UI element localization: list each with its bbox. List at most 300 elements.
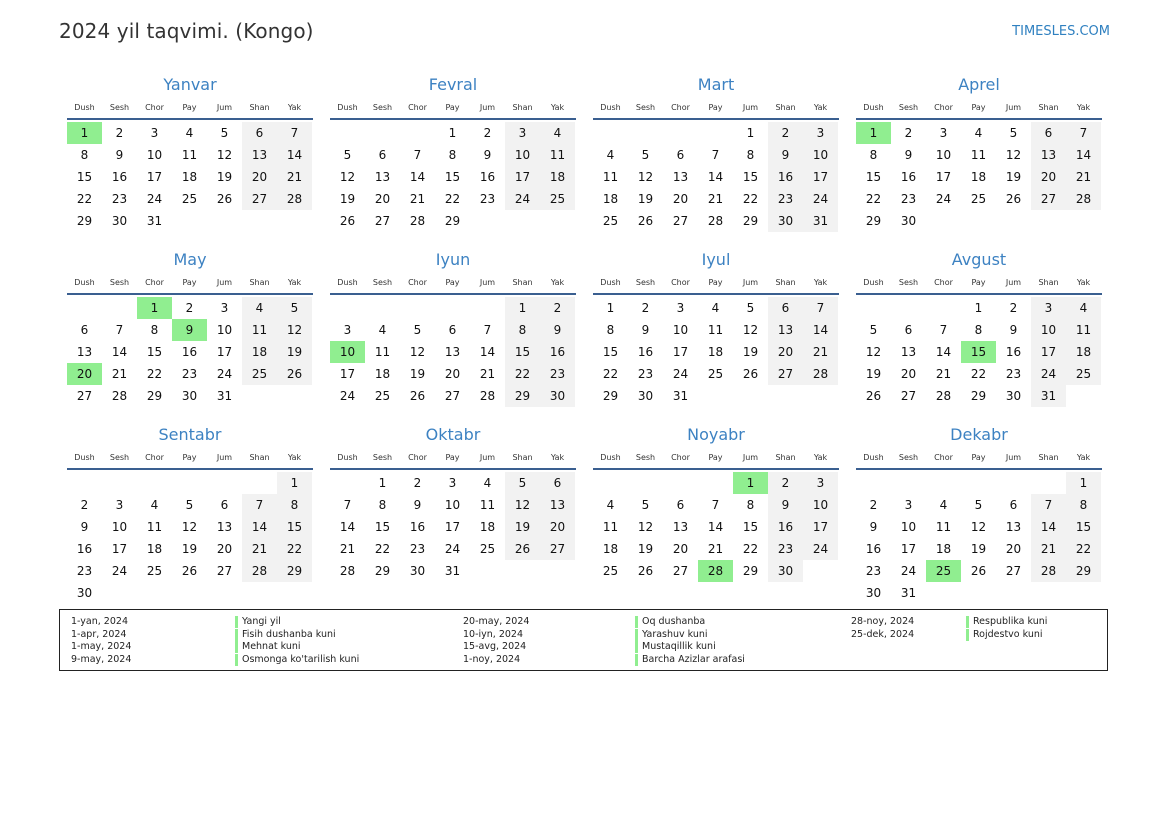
day-cell[interactable]: 7 — [413, 148, 422, 162]
day-cell[interactable]: 11 — [1066, 319, 1101, 341]
day-cell[interactable]: 22 — [742, 192, 759, 206]
day-cell[interactable]: 18 — [1066, 341, 1101, 363]
day-cell[interactable]: 13 — [540, 494, 575, 516]
day-cell[interactable]: 23 — [76, 564, 93, 578]
day-cell[interactable]: 6 — [1031, 122, 1066, 144]
day-cell[interactable]: 2 — [540, 297, 575, 319]
day-cell[interactable]: 10 — [1031, 319, 1066, 341]
day-cell[interactable]: 13 — [672, 520, 689, 534]
day-cell[interactable]: 14 — [1066, 144, 1101, 166]
holiday-day-cell[interactable]: 15 — [961, 341, 996, 363]
day-cell[interactable]: 13 — [1005, 520, 1022, 534]
day-cell[interactable]: 22 — [374, 542, 391, 556]
day-cell[interactable]: 23 — [540, 363, 575, 385]
day-cell[interactable]: 7 — [483, 323, 492, 337]
day-cell[interactable]: 21 — [409, 192, 426, 206]
day-cell[interactable]: 15 — [602, 345, 619, 359]
day-cell[interactable]: 2 — [904, 126, 913, 140]
day-cell[interactable]: 27 — [1031, 188, 1066, 210]
day-cell[interactable]: 20 — [540, 516, 575, 538]
day-cell[interactable]: 10 — [505, 144, 540, 166]
day-cell[interactable]: 25 — [242, 363, 277, 385]
day-cell[interactable]: 24 — [339, 389, 356, 403]
day-cell[interactable]: 14 — [111, 345, 128, 359]
day-cell[interactable]: 12 — [277, 319, 312, 341]
day-cell[interactable]: 6 — [676, 148, 685, 162]
day-cell[interactable]: 7 — [711, 148, 720, 162]
day-cell[interactable]: 5 — [869, 323, 878, 337]
day-cell[interactable]: 23 — [900, 192, 917, 206]
day-cell[interactable]: 22 — [277, 538, 312, 560]
day-cell[interactable]: 13 — [76, 345, 93, 359]
day-cell[interactable]: 28 — [242, 560, 277, 582]
day-cell[interactable]: 30 — [768, 560, 803, 582]
day-cell[interactable]: 27 — [540, 538, 575, 560]
day-cell[interactable]: 4 — [606, 148, 615, 162]
day-cell[interactable]: 7 — [939, 323, 948, 337]
day-cell[interactable]: 9 — [540, 319, 575, 341]
day-cell[interactable]: 20 — [216, 542, 233, 556]
day-cell[interactable]: 27 — [1005, 564, 1022, 578]
day-cell[interactable]: 26 — [742, 367, 759, 381]
day-cell[interactable]: 26 — [277, 363, 312, 385]
day-cell[interactable]: 19 — [1005, 170, 1022, 184]
day-cell[interactable]: 3 — [904, 498, 913, 512]
day-cell[interactable]: 20 — [242, 166, 277, 188]
day-cell[interactable]: 27 — [374, 214, 391, 228]
day-cell[interactable]: 4 — [483, 476, 492, 490]
day-cell[interactable]: 14 — [277, 144, 312, 166]
day-cell[interactable]: 17 — [803, 166, 838, 188]
day-cell[interactable]: 25 — [540, 188, 575, 210]
day-cell[interactable]: 18 — [540, 166, 575, 188]
day-cell[interactable]: 17 — [935, 170, 952, 184]
day-cell[interactable]: 6 — [448, 323, 457, 337]
day-cell[interactable]: 28 — [277, 188, 312, 210]
day-cell[interactable]: 2 — [483, 126, 492, 140]
day-cell[interactable]: 4 — [606, 498, 615, 512]
day-cell[interactable]: 16 — [637, 345, 654, 359]
day-cell[interactable]: 17 — [803, 516, 838, 538]
day-cell[interactable]: 25 — [602, 564, 619, 578]
day-cell[interactable]: 16 — [865, 542, 882, 556]
day-cell[interactable]: 30 — [768, 210, 803, 232]
day-cell[interactable]: 21 — [803, 341, 838, 363]
day-cell[interactable]: 30 — [540, 385, 575, 407]
day-cell[interactable]: 27 — [768, 363, 803, 385]
holiday-day-cell[interactable]: 1 — [137, 297, 172, 319]
day-cell[interactable]: 12 — [637, 170, 654, 184]
day-cell[interactable]: 18 — [242, 341, 277, 363]
day-cell[interactable]: 20 — [900, 367, 917, 381]
day-cell[interactable]: 5 — [641, 148, 650, 162]
day-cell[interactable]: 31 — [900, 586, 917, 600]
day-cell[interactable]: 1 — [378, 476, 387, 490]
day-cell[interactable]: 21 — [707, 542, 724, 556]
day-cell[interactable]: 15 — [742, 520, 759, 534]
day-cell[interactable]: 1 — [277, 472, 312, 494]
day-cell[interactable]: 3 — [803, 122, 838, 144]
day-cell[interactable]: 29 — [505, 385, 540, 407]
day-cell[interactable]: 3 — [676, 301, 685, 315]
day-cell[interactable]: 14 — [803, 319, 838, 341]
day-cell[interactable]: 4 — [1066, 297, 1101, 319]
day-cell[interactable]: 20 — [768, 341, 803, 363]
day-cell[interactable]: 7 — [711, 498, 720, 512]
day-cell[interactable]: 15 — [146, 345, 163, 359]
day-cell[interactable]: 30 — [409, 564, 426, 578]
day-cell[interactable]: 3 — [803, 472, 838, 494]
day-cell[interactable]: 1 — [448, 126, 457, 140]
day-cell[interactable]: 1 — [1066, 472, 1101, 494]
day-cell[interactable]: 12 — [970, 520, 987, 534]
day-cell[interactable]: 25 — [970, 192, 987, 206]
day-cell[interactable]: 11 — [374, 345, 391, 359]
day-cell[interactable]: 29 — [602, 389, 619, 403]
day-cell[interactable]: 29 — [865, 214, 882, 228]
day-cell[interactable]: 17 — [672, 345, 689, 359]
day-cell[interactable]: 11 — [935, 520, 952, 534]
day-cell[interactable]: 10 — [935, 148, 952, 162]
day-cell[interactable]: 3 — [448, 476, 457, 490]
day-cell[interactable]: 27 — [242, 188, 277, 210]
day-cell[interactable]: 4 — [378, 323, 387, 337]
day-cell[interactable]: 15 — [865, 170, 882, 184]
day-cell[interactable]: 20 — [672, 192, 689, 206]
day-cell[interactable]: 9 — [1009, 323, 1018, 337]
day-cell[interactable]: 5 — [413, 323, 422, 337]
day-cell[interactable]: 4 — [185, 126, 194, 140]
day-cell[interactable]: 24 — [444, 542, 461, 556]
day-cell[interactable]: 8 — [80, 148, 89, 162]
day-cell[interactable]: 8 — [448, 148, 457, 162]
day-cell[interactable]: 17 — [505, 166, 540, 188]
day-cell[interactable]: 9 — [768, 144, 803, 166]
day-cell[interactable]: 11 — [707, 323, 724, 337]
day-cell[interactable]: 4 — [150, 498, 159, 512]
day-cell[interactable]: 11 — [602, 520, 619, 534]
day-cell[interactable]: 10 — [216, 323, 233, 337]
day-cell[interactable]: 7 — [1031, 494, 1066, 516]
day-cell[interactable]: 2 — [1009, 301, 1018, 315]
day-cell[interactable]: 15 — [1066, 516, 1101, 538]
day-cell[interactable]: 14 — [707, 520, 724, 534]
day-cell[interactable]: 16 — [768, 166, 803, 188]
day-cell[interactable]: 13 — [374, 170, 391, 184]
day-cell[interactable]: 30 — [1005, 389, 1022, 403]
holiday-day-cell[interactable]: 10 — [330, 341, 365, 363]
day-cell[interactable]: 31 — [146, 214, 163, 228]
day-cell[interactable]: 28 — [479, 389, 496, 403]
day-cell[interactable]: 10 — [803, 494, 838, 516]
day-cell[interactable]: 5 — [641, 498, 650, 512]
day-cell[interactable]: 19 — [277, 341, 312, 363]
day-cell[interactable]: 7 — [242, 494, 277, 516]
day-cell[interactable]: 4 — [242, 297, 277, 319]
day-cell[interactable]: 29 — [444, 214, 461, 228]
day-cell[interactable]: 3 — [220, 301, 229, 315]
day-cell[interactable]: 8 — [505, 319, 540, 341]
day-cell[interactable]: 14 — [707, 170, 724, 184]
day-cell[interactable]: 24 — [803, 538, 838, 560]
day-cell[interactable]: 24 — [900, 564, 917, 578]
day-cell[interactable]: 28 — [1066, 188, 1101, 210]
day-cell[interactable]: 16 — [540, 341, 575, 363]
day-cell[interactable]: 1 — [505, 297, 540, 319]
day-cell[interactable]: 31 — [1031, 385, 1066, 407]
day-cell[interactable]: 27 — [900, 389, 917, 403]
day-cell[interactable]: 12 — [865, 345, 882, 359]
day-cell[interactable]: 13 — [216, 520, 233, 534]
day-cell[interactable]: 27 — [672, 214, 689, 228]
day-cell[interactable]: 26 — [409, 389, 426, 403]
day-cell[interactable]: 11 — [970, 148, 987, 162]
day-cell[interactable]: 12 — [339, 170, 356, 184]
day-cell[interactable]: 8 — [746, 498, 755, 512]
day-cell[interactable]: 9 — [641, 323, 650, 337]
day-cell[interactable]: 8 — [1066, 494, 1101, 516]
day-cell[interactable]: 9 — [413, 498, 422, 512]
day-cell[interactable]: 27 — [216, 564, 233, 578]
day-cell[interactable]: 23 — [637, 367, 654, 381]
day-cell[interactable]: 17 — [216, 345, 233, 359]
day-cell[interactable]: 9 — [483, 148, 492, 162]
day-cell[interactable]: 18 — [602, 542, 619, 556]
day-cell[interactable]: 22 — [970, 367, 987, 381]
day-cell[interactable]: 11 — [540, 144, 575, 166]
day-cell[interactable]: 16 — [181, 345, 198, 359]
day-cell[interactable]: 9 — [869, 520, 878, 534]
day-cell[interactable]: 22 — [865, 192, 882, 206]
day-cell[interactable]: 8 — [277, 494, 312, 516]
day-cell[interactable]: 26 — [181, 564, 198, 578]
day-cell[interactable]: 22 — [444, 192, 461, 206]
day-cell[interactable]: 12 — [742, 323, 759, 337]
day-cell[interactable]: 17 — [339, 367, 356, 381]
day-cell[interactable]: 19 — [742, 345, 759, 359]
day-cell[interactable]: 14 — [339, 520, 356, 534]
day-cell[interactable]: 28 — [339, 564, 356, 578]
holiday-day-cell[interactable]: 1 — [67, 122, 102, 144]
day-cell[interactable]: 23 — [111, 192, 128, 206]
day-cell[interactable]: 23 — [768, 188, 803, 210]
day-cell[interactable]: 22 — [146, 367, 163, 381]
day-cell[interactable]: 2 — [413, 476, 422, 490]
day-cell[interactable]: 30 — [111, 214, 128, 228]
day-cell[interactable]: 4 — [939, 498, 948, 512]
day-cell[interactable]: 19 — [181, 542, 198, 556]
day-cell[interactable]: 25 — [374, 389, 391, 403]
day-cell[interactable]: 29 — [742, 564, 759, 578]
day-cell[interactable]: 5 — [1009, 126, 1018, 140]
day-cell[interactable]: 18 — [374, 367, 391, 381]
day-cell[interactable]: 10 — [672, 323, 689, 337]
day-cell[interactable]: 30 — [865, 586, 882, 600]
day-cell[interactable]: 2 — [641, 301, 650, 315]
day-cell[interactable]: 25 — [146, 564, 163, 578]
day-cell[interactable]: 9 — [904, 148, 913, 162]
day-cell[interactable]: 10 — [900, 520, 917, 534]
day-cell[interactable]: 15 — [277, 516, 312, 538]
day-cell[interactable]: 14 — [935, 345, 952, 359]
day-cell[interactable]: 3 — [505, 122, 540, 144]
day-cell[interactable]: 29 — [146, 389, 163, 403]
day-cell[interactable]: 15 — [742, 170, 759, 184]
day-cell[interactable]: 28 — [707, 214, 724, 228]
day-cell[interactable]: 21 — [1066, 166, 1101, 188]
holiday-day-cell[interactable]: 28 — [698, 560, 733, 582]
day-cell[interactable]: 4 — [540, 122, 575, 144]
day-cell[interactable]: 26 — [505, 538, 540, 560]
day-cell[interactable]: 21 — [1031, 538, 1066, 560]
day-cell[interactable]: 4 — [711, 301, 720, 315]
day-cell[interactable]: 12 — [181, 520, 198, 534]
day-cell[interactable]: 30 — [637, 389, 654, 403]
day-cell[interactable]: 21 — [339, 542, 356, 556]
day-cell[interactable]: 3 — [115, 498, 124, 512]
day-cell[interactable]: 15 — [76, 170, 93, 184]
day-cell[interactable]: 7 — [803, 297, 838, 319]
day-cell[interactable]: 3 — [939, 126, 948, 140]
day-cell[interactable]: 10 — [803, 144, 838, 166]
day-cell[interactable]: 8 — [378, 498, 387, 512]
day-cell[interactable]: 16 — [111, 170, 128, 184]
day-cell[interactable]: 5 — [277, 297, 312, 319]
day-cell[interactable]: 31 — [444, 564, 461, 578]
day-cell[interactable]: 10 — [444, 498, 461, 512]
day-cell[interactable]: 23 — [409, 542, 426, 556]
day-cell[interactable]: 14 — [242, 516, 277, 538]
day-cell[interactable]: 16 — [479, 170, 496, 184]
day-cell[interactable]: 19 — [339, 192, 356, 206]
day-cell[interactable]: 25 — [602, 214, 619, 228]
day-cell[interactable]: 28 — [409, 214, 426, 228]
day-cell[interactable]: 12 — [637, 520, 654, 534]
day-cell[interactable]: 21 — [707, 192, 724, 206]
day-cell[interactable]: 19 — [216, 170, 233, 184]
day-cell[interactable]: 9 — [768, 494, 803, 516]
day-cell[interactable]: 19 — [505, 516, 540, 538]
day-cell[interactable]: 19 — [409, 367, 426, 381]
day-cell[interactable]: 22 — [742, 542, 759, 556]
day-cell[interactable]: 6 — [378, 148, 387, 162]
day-cell[interactable]: 28 — [803, 363, 838, 385]
day-cell[interactable]: 24 — [505, 188, 540, 210]
day-cell[interactable]: 16 — [900, 170, 917, 184]
day-cell[interactable]: 31 — [216, 389, 233, 403]
day-cell[interactable]: 24 — [672, 367, 689, 381]
day-cell[interactable]: 3 — [343, 323, 352, 337]
day-cell[interactable]: 17 — [444, 520, 461, 534]
day-cell[interactable]: 11 — [181, 148, 198, 162]
day-cell[interactable]: 16 — [409, 520, 426, 534]
day-cell[interactable]: 12 — [505, 494, 540, 516]
day-cell[interactable]: 28 — [1031, 560, 1066, 582]
holiday-day-cell[interactable]: 1 — [856, 122, 891, 144]
day-cell[interactable]: 29 — [970, 389, 987, 403]
day-cell[interactable]: 17 — [146, 170, 163, 184]
day-cell[interactable]: 5 — [220, 126, 229, 140]
day-cell[interactable]: 28 — [111, 389, 128, 403]
day-cell[interactable]: 24 — [1031, 363, 1066, 385]
day-cell[interactable]: 1 — [974, 301, 983, 315]
day-cell[interactable]: 9 — [115, 148, 124, 162]
day-cell[interactable]: 5 — [746, 301, 755, 315]
day-cell[interactable]: 1 — [746, 126, 755, 140]
day-cell[interactable]: 19 — [865, 367, 882, 381]
day-cell[interactable]: 11 — [602, 170, 619, 184]
day-cell[interactable]: 18 — [181, 170, 198, 184]
day-cell[interactable]: 21 — [935, 367, 952, 381]
day-cell[interactable]: 30 — [900, 214, 917, 228]
day-cell[interactable]: 20 — [672, 542, 689, 556]
day-cell[interactable]: 13 — [768, 319, 803, 341]
day-cell[interactable]: 21 — [111, 367, 128, 381]
day-cell[interactable]: 2 — [768, 122, 803, 144]
day-cell[interactable]: 5 — [343, 148, 352, 162]
day-cell[interactable]: 24 — [803, 188, 838, 210]
day-cell[interactable]: 6 — [242, 122, 277, 144]
day-cell[interactable]: 2 — [869, 498, 878, 512]
day-cell[interactable]: 29 — [742, 214, 759, 228]
day-cell[interactable]: 7 — [277, 122, 312, 144]
day-cell[interactable]: 5 — [505, 472, 540, 494]
day-cell[interactable]: 21 — [277, 166, 312, 188]
day-cell[interactable]: 17 — [900, 542, 917, 556]
day-cell[interactable]: 29 — [277, 560, 312, 582]
day-cell[interactable]: 25 — [707, 367, 724, 381]
day-cell[interactable]: 10 — [111, 520, 128, 534]
day-cell[interactable]: 8 — [869, 148, 878, 162]
holiday-day-cell[interactable]: 25 — [926, 560, 961, 582]
day-cell[interactable]: 7 — [343, 498, 352, 512]
day-cell[interactable]: 2 — [768, 472, 803, 494]
day-cell[interactable]: 18 — [479, 520, 496, 534]
holiday-day-cell[interactable]: 20 — [67, 363, 102, 385]
day-cell[interactable]: 13 — [444, 345, 461, 359]
day-cell[interactable]: 26 — [865, 389, 882, 403]
day-cell[interactable]: 22 — [505, 363, 540, 385]
day-cell[interactable]: 26 — [216, 192, 233, 206]
day-cell[interactable]: 29 — [1066, 560, 1101, 582]
holiday-day-cell[interactable]: 9 — [172, 319, 207, 341]
day-cell[interactable]: 7 — [115, 323, 124, 337]
day-cell[interactable]: 16 — [768, 516, 803, 538]
day-cell[interactable]: 20 — [1005, 542, 1022, 556]
day-cell[interactable]: 16 — [1005, 345, 1022, 359]
day-cell[interactable]: 17 — [1031, 341, 1066, 363]
day-cell[interactable]: 19 — [637, 192, 654, 206]
day-cell[interactable]: 14 — [1031, 516, 1066, 538]
day-cell[interactable]: 26 — [637, 564, 654, 578]
day-cell[interactable]: 30 — [181, 389, 198, 403]
day-cell[interactable]: 19 — [970, 542, 987, 556]
day-cell[interactable]: 8 — [974, 323, 983, 337]
day-cell[interactable]: 17 — [111, 542, 128, 556]
day-cell[interactable]: 22 — [76, 192, 93, 206]
day-cell[interactable]: 2 — [185, 301, 194, 315]
site-link[interactable]: TIMESLES.COM — [1012, 24, 1110, 39]
day-cell[interactable]: 22 — [1066, 538, 1101, 560]
day-cell[interactable]: 18 — [602, 192, 619, 206]
day-cell[interactable]: 18 — [970, 170, 987, 184]
day-cell[interactable]: 25 — [479, 542, 496, 556]
day-cell[interactable]: 29 — [76, 214, 93, 228]
day-cell[interactable]: 11 — [146, 520, 163, 534]
day-cell[interactable]: 21 — [479, 367, 496, 381]
day-cell[interactable]: 2 — [80, 498, 89, 512]
day-cell[interactable]: 6 — [904, 323, 913, 337]
